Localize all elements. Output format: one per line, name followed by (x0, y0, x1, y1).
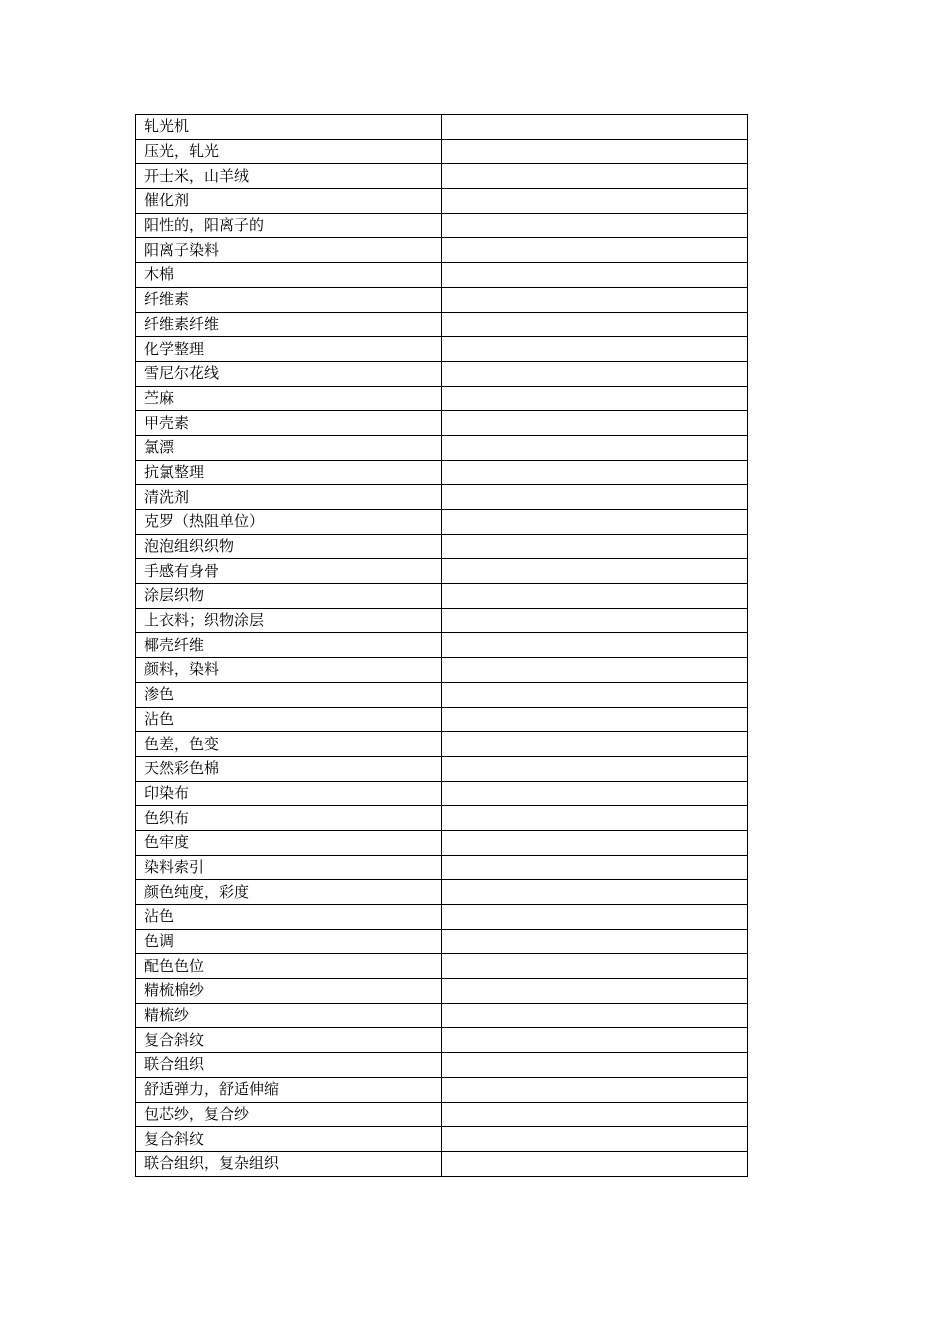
term-cell: 催化剂 (136, 189, 442, 214)
term-cell: 色织布 (136, 806, 442, 831)
translation-cell (442, 238, 748, 263)
table-row (136, 1151, 748, 1176)
translation-cell (442, 337, 748, 362)
table-row (136, 139, 748, 164)
term-cell: 印染布 (136, 781, 442, 806)
table-row (136, 682, 748, 707)
term-cell: 氯漂 (136, 435, 442, 460)
translation-cell (442, 979, 748, 1004)
table-row (136, 485, 748, 510)
translation-cell (442, 1053, 748, 1078)
translation-cell (442, 115, 748, 140)
term-cell: 渗色 (136, 682, 442, 707)
table-row (136, 830, 748, 855)
table-row (136, 534, 748, 559)
translation-cell (442, 1151, 748, 1176)
translation-cell (442, 139, 748, 164)
table-row (136, 510, 748, 535)
translation-cell (442, 460, 748, 485)
table-row (136, 954, 748, 979)
translation-cell (442, 164, 748, 189)
translation-cell (442, 855, 748, 880)
translation-cell (442, 707, 748, 732)
table-row (136, 855, 748, 880)
table-row (136, 115, 748, 140)
table-row (136, 411, 748, 436)
translation-cell (442, 1127, 748, 1152)
translation-cell (442, 213, 748, 238)
table-row (136, 435, 748, 460)
table-row (136, 164, 748, 189)
translation-cell (442, 287, 748, 312)
table-row (136, 633, 748, 658)
table-row (136, 756, 748, 781)
table-row (136, 189, 748, 214)
term-cell: 颜料，染料 (136, 658, 442, 683)
term-cell: 木棉 (136, 263, 442, 288)
translation-cell (442, 189, 748, 214)
translation-cell (442, 880, 748, 905)
term-cell: 清洗剂 (136, 485, 442, 510)
table-row (136, 1127, 748, 1152)
translation-cell (442, 732, 748, 757)
term-cell: 苎麻 (136, 386, 442, 411)
table-row (136, 238, 748, 263)
table-row (136, 929, 748, 954)
table-row (136, 732, 748, 757)
term-cell: 精梳棉纱 (136, 979, 442, 1004)
term-cell: 轧光机 (136, 115, 442, 140)
table-row (136, 386, 748, 411)
term-cell: 阳性的，阳离子的 (136, 213, 442, 238)
table-row (136, 460, 748, 485)
translation-cell (442, 633, 748, 658)
translation-cell (442, 534, 748, 559)
term-cell: 手感有身骨 (136, 559, 442, 584)
table-row (136, 608, 748, 633)
term-cell: 复合斜纹 (136, 1028, 442, 1053)
table-row (136, 287, 748, 312)
term-cell: 开士米，山羊绒 (136, 164, 442, 189)
translation-cell (442, 263, 748, 288)
translation-cell (442, 954, 748, 979)
translation-cell (442, 559, 748, 584)
term-cell: 染料索引 (136, 855, 442, 880)
translation-cell (442, 386, 748, 411)
table-row (136, 658, 748, 683)
term-cell: 纤维素 (136, 287, 442, 312)
table-row (136, 584, 748, 609)
term-cell: 泡泡组织织物 (136, 534, 442, 559)
table-row (136, 707, 748, 732)
translation-cell (442, 435, 748, 460)
term-cell: 纤维素纤维 (136, 312, 442, 337)
table-row (136, 1077, 748, 1102)
table-row (136, 806, 748, 831)
translation-cell (442, 781, 748, 806)
translation-cell (442, 1102, 748, 1127)
translation-cell (442, 608, 748, 633)
term-cell: 涂层织物 (136, 584, 442, 609)
table-row (136, 312, 748, 337)
term-cell: 颜色纯度，彩度 (136, 880, 442, 905)
translation-cell (442, 1003, 748, 1028)
term-cell: 包芯纱，复合纱 (136, 1102, 442, 1127)
glossary-table (135, 114, 748, 1177)
table-row (136, 1028, 748, 1053)
term-cell: 沾色 (136, 905, 442, 930)
translation-cell (442, 361, 748, 386)
translation-cell (442, 905, 748, 930)
translation-cell (442, 485, 748, 510)
term-cell: 压光，轧光 (136, 139, 442, 164)
table-row (136, 880, 748, 905)
table-row (136, 213, 748, 238)
table-row (136, 559, 748, 584)
table-row (136, 905, 748, 930)
translation-cell (442, 510, 748, 535)
term-cell: 联合组织 (136, 1053, 442, 1078)
table-row (136, 979, 748, 1004)
table-row (136, 263, 748, 288)
term-cell: 抗氯整理 (136, 460, 442, 485)
term-cell: 化学整理 (136, 337, 442, 362)
term-cell: 阳离子染料 (136, 238, 442, 263)
term-cell: 色差，色变 (136, 732, 442, 757)
table-row (136, 781, 748, 806)
term-cell: 甲壳素 (136, 411, 442, 436)
term-cell: 克罗（热阻单位） (136, 510, 442, 535)
term-cell: 色牢度 (136, 830, 442, 855)
translation-cell (442, 1077, 748, 1102)
translation-cell (442, 929, 748, 954)
term-cell: 天然彩色棉 (136, 756, 442, 781)
translation-cell (442, 682, 748, 707)
term-cell: 舒适弹力，舒适伸缩 (136, 1077, 442, 1102)
translation-cell (442, 1028, 748, 1053)
translation-cell (442, 658, 748, 683)
translation-cell (442, 411, 748, 436)
table-row (136, 361, 748, 386)
table-row (136, 1003, 748, 1028)
term-cell: 沾色 (136, 707, 442, 732)
table-row (136, 1053, 748, 1078)
term-cell: 雪尼尔花线 (136, 361, 442, 386)
translation-cell (442, 806, 748, 831)
term-cell: 联合组织，复杂组织 (136, 1151, 442, 1176)
table-row (136, 337, 748, 362)
translation-cell (442, 830, 748, 855)
glossary-table-body (136, 115, 748, 1177)
term-cell: 色调 (136, 929, 442, 954)
term-cell: 复合斜纹 (136, 1127, 442, 1152)
translation-cell (442, 312, 748, 337)
translation-cell (442, 756, 748, 781)
term-cell: 精梳纱 (136, 1003, 442, 1028)
translation-cell (442, 584, 748, 609)
table-row (136, 1102, 748, 1127)
term-cell: 上衣料；织物涂层 (136, 608, 442, 633)
term-cell: 椰壳纤维 (136, 633, 442, 658)
term-cell: 配色色位 (136, 954, 442, 979)
